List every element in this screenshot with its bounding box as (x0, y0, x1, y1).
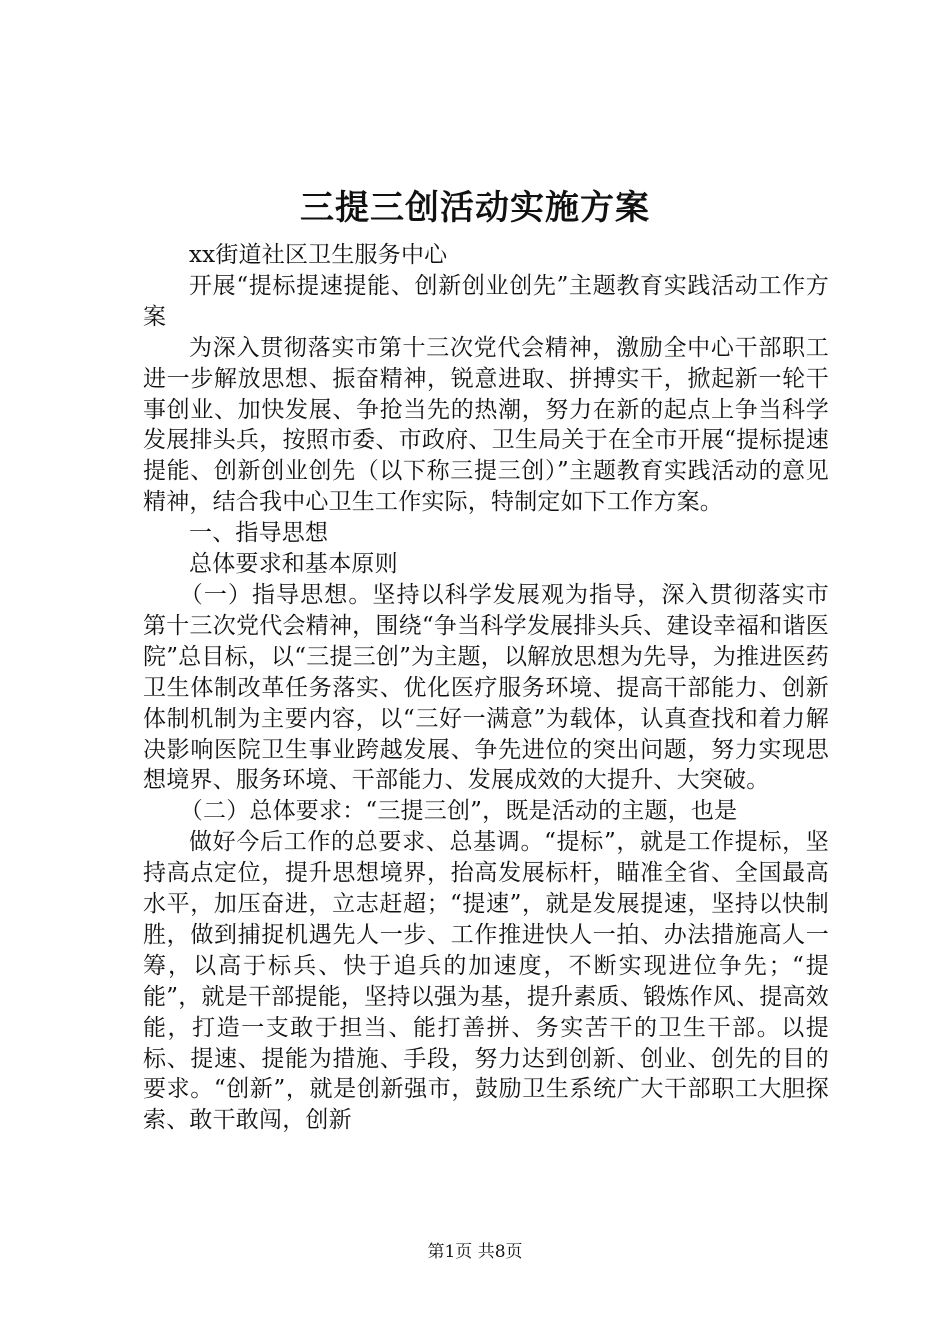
section-heading: 一、指导思想 (189, 520, 329, 547)
paragraph-requirements-detail: 做好今后工作的总要求、总基调。“提标”，就是工作提标，坚持高点定位，提升思想境界，抬高发展标杆，瞄准全省、全国最高水平，加压奋进，立志赶超；“提速”，就是发展提速，坚持以快制胜，做到捕捉机遇先人一步、工作推进快人一拍、办法措施高人一筹，以高于标兵、快于追兵的加速度，不断实现进位争先；“提能”，就是干部提能，坚持以强为基，提升素质、锻炼作风、提高效能，打造一支敢于担当、能打善拼、务实苦干的卫生干部。以提标、提速、提能为措施、手段，努力达到创新、创业、创先的目的要求。“创新”，就是创新强市，鼓励卫生系统广大干部职工大胆探索、敢干敢闯，创新 (143, 829, 829, 1134)
paragraph-guiding-thought: （一）指导思想。坚持以科学发展观为指导，深入贯彻落实市第十三次党代会精神，围绕“争当科学发展排头兵、建设幸福和谐医院”总目标，以“三提三创”为主题，以解放思想为先导，为推进医药卫生体制改革任务落实、优化医疗服务环境、提高干部能力、创新体制机制为主要内容，以“三好一满意”为载体，认真查找和着力解决影响医院卫生事业跨越发展、争先进位的突出问题，努力实现思想境界、服务环境、干部能力、发展成效的大提升、大突破。 (143, 581, 829, 794)
paragraph-overall-requirements: （二）总体要求：“三提三创”，既是活动的主题，也是 (179, 798, 738, 825)
document-body (143, 240, 829, 1136)
paragraph-organization: xx街道社区卫生服务中心 (189, 242, 448, 268)
paragraph-plan-name: 开展“提标提速提能、创新创业创先”主题教育实践活动工作方案 (143, 272, 829, 330)
page-footer: 第1页 共8页 (427, 1242, 523, 1262)
paragraph-intro: 为深入贯彻落实市第十三次党代会精神，激励全中心干部职工进一步解放思想、振奋精神，锐意进取、拼搏实干，掀起新一轮干事创业、加快发展、争抢当先的热潮，努力在新的起点上争当科学发展排头兵，按照市委、市政府、卫生局关于在全市开展“提标提速提能、创新创业创先（以下称三提三创）”主题教育实践活动的意见精神，结合我中心卫生工作实际，特制定如下工作方案。 (143, 334, 829, 516)
subsection-heading: 总体要求和基本原则 (189, 551, 398, 578)
document-title: 三提三创活动实施方案 (300, 188, 650, 228)
